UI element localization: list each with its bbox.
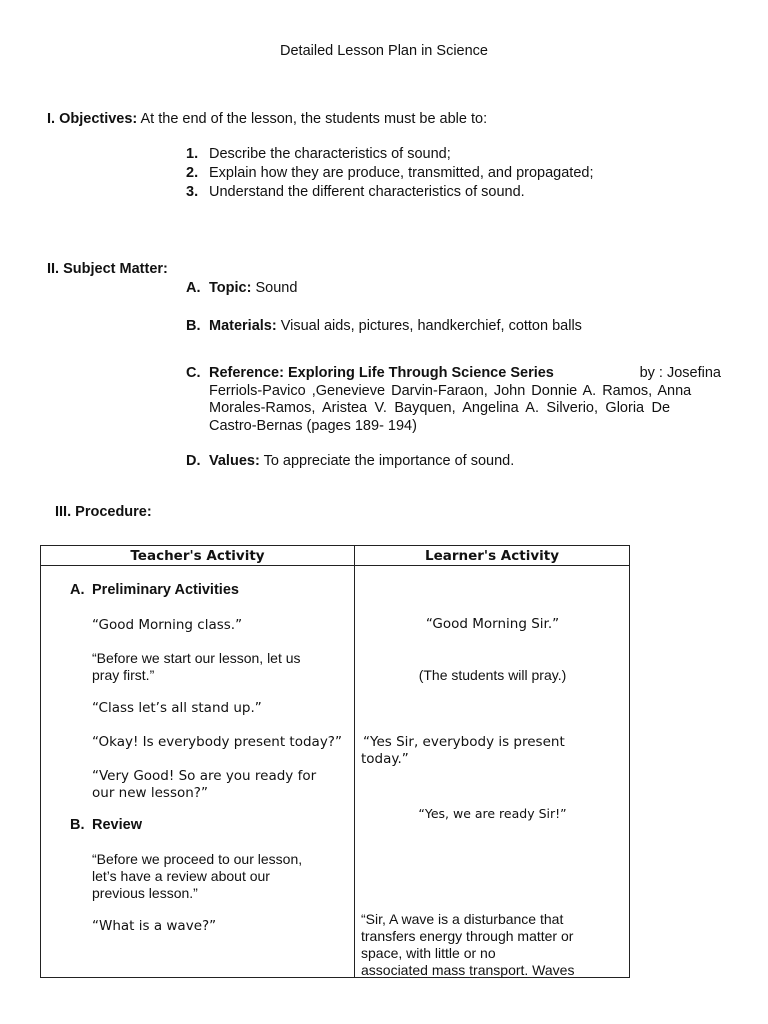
subject-matter-heading: II. Subject Matter: <box>47 261 168 277</box>
values-item <box>186 452 514 470</box>
learner-line: transfers energy through matter or <box>361 928 574 944</box>
teacher-line: “Okay! Is everybody present today?” <box>92 734 342 750</box>
objective-item <box>186 164 594 183</box>
values-value: To appreciate the importance of sound. <box>263 453 515 469</box>
teacher-line: “Class let’s all stand up.” <box>92 700 262 716</box>
objective-number: 3. <box>186 184 199 200</box>
teacher-line: previous lesson.” <box>92 885 198 901</box>
teacher-line: “What is a wave?” <box>92 918 217 934</box>
teacher-line: “Very Good! So are you ready for <box>92 768 317 784</box>
materials-value: Visual aids, pictures, handkerchief, cotton balls <box>280 318 582 334</box>
topic-letter: A. <box>186 280 201 296</box>
table-header-row <box>41 546 630 566</box>
objectives-intro: At the end of the lesson, the students must be able to: <box>140 111 488 127</box>
learner-activity-cell <box>355 566 630 978</box>
learner-line: “Yes, we are ready Sir!” <box>418 806 567 821</box>
section-b-letter: B. <box>70 817 85 833</box>
section-a-heading <box>70 582 239 599</box>
learner-line: “Yes Sir, everybody is present <box>363 734 565 750</box>
learner-line: associated mass transport. Waves <box>361 962 575 978</box>
objective-number: 2. <box>186 165 199 181</box>
teacher-line <box>92 616 242 634</box>
teacher-line: our new lesson?” <box>92 785 208 801</box>
reference-item <box>186 365 721 435</box>
teacher-line-text: “Before we start our lesson, let us <box>92 650 301 666</box>
materials-letter: B. <box>186 318 201 334</box>
learner-line: “Good Morning Sir.” <box>425 616 560 632</box>
objective-number: 1. <box>186 146 199 162</box>
page-title: Detailed Lesson Plan in Science <box>280 43 488 59</box>
teacher-line: “Before we proceed to our lesson, <box>92 851 303 867</box>
section-a-letter: A. <box>70 582 85 598</box>
objectives-list <box>186 145 594 202</box>
teacher-activity-header: Teacher's Activity <box>41 546 355 566</box>
procedure-heading: III. Procedure: <box>55 504 152 520</box>
learner-activity-header: Learner's Activity <box>355 546 630 566</box>
learner-line: space, with little or no <box>361 945 496 961</box>
objective-item <box>186 145 594 164</box>
reference-line: Ferriols-Pavico ,Genevieve Darvin-Faraon, John Donnie A. Ramos, Anna <box>209 382 692 399</box>
teacher-activity-cell <box>41 566 355 978</box>
topic-value: Sound <box>255 280 298 296</box>
section-b-heading <box>70 817 142 834</box>
values-label: Values: <box>209 453 260 469</box>
reference-letter: C. <box>186 365 201 381</box>
values-letter: D. <box>186 453 201 469</box>
objective-text: Explain how they are produce, transmitted, and propagated; <box>209 165 594 181</box>
section-b-label: Review <box>92 817 142 833</box>
learner-line: (The students will pray.) <box>418 667 567 683</box>
teacher-line: let’s have a review about our <box>92 868 270 884</box>
topic-item <box>186 279 297 297</box>
reference-line: by : Josefina <box>639 365 721 381</box>
table-row <box>41 566 630 978</box>
objective-item <box>186 183 594 202</box>
materials-item <box>186 317 582 335</box>
section-a-label: Preliminary Activities <box>92 582 239 598</box>
reference-line: Morales-Ramos, Aristea V. Bayquen, Angelina A. Silverio, Gloria De <box>209 400 671 416</box>
reference-line: Castro-Bernas (pages 189- 194) <box>209 417 417 434</box>
reference-label: Reference: Exploring Life Through Science Series <box>209 365 554 381</box>
teacher-line-text: “Good Morning class.” <box>92 617 243 633</box>
procedure-table <box>40 545 630 978</box>
teacher-line <box>92 667 154 684</box>
learner-line: today.” <box>361 751 409 767</box>
materials-label: Materials: <box>209 318 277 334</box>
objective-text: Describe the characteristics of sound; <box>209 146 451 162</box>
learner-line: “Sir, A wave is a disturbance that <box>361 911 564 927</box>
teacher-line-text: pray first.” <box>92 667 155 683</box>
topic-label: Topic: <box>209 280 252 296</box>
objective-text: Understand the different characteristics of sound. <box>209 184 525 200</box>
teacher-line <box>92 650 301 667</box>
objectives-heading <box>47 110 487 128</box>
objectives-label: I. Objectives: <box>47 111 138 127</box>
